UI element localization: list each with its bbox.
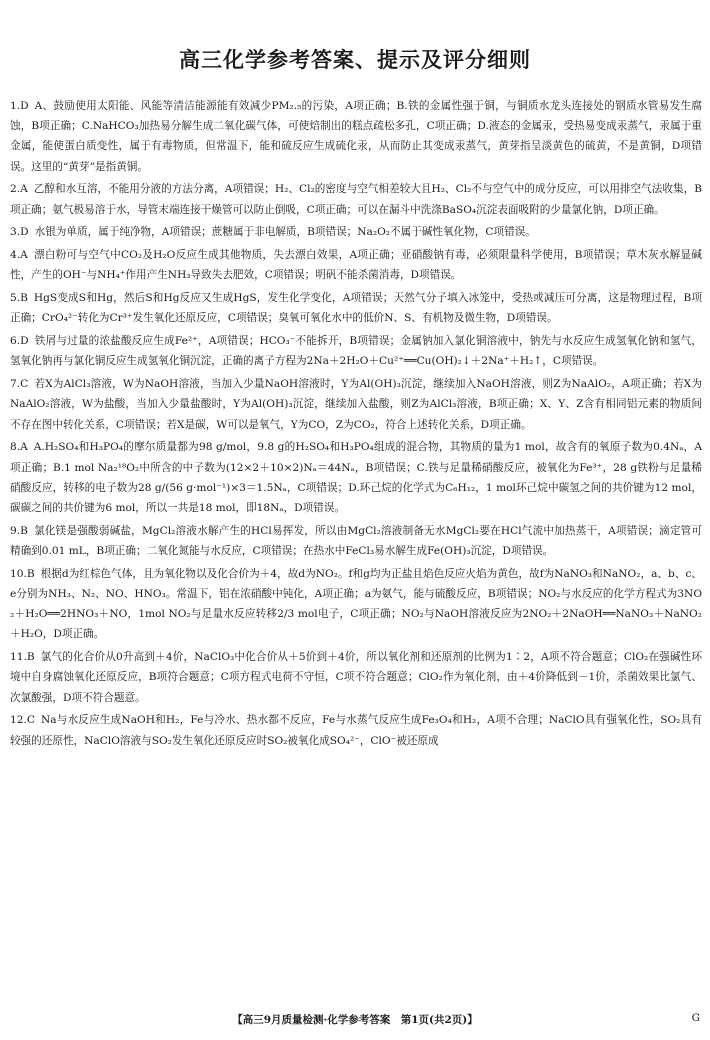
item-answer: A [20, 183, 28, 196]
item-number: 4. [10, 249, 21, 262]
item-answer: D [20, 226, 29, 239]
answer-item [10, 564, 702, 645]
item-answer: A [20, 249, 28, 262]
item-number: 7. [10, 378, 21, 391]
answer-item [10, 331, 702, 371]
answer-item [10, 288, 702, 328]
page-footer [0, 1012, 710, 1032]
item-explanation: 氯化镁是强酸弱碱盐，MgCl₂溶液水解产生的HCl易挥发，所以由MgCl₂溶液制备无水MgCl₂要在HCl气流中加热蒸干，A项错误；滴定管可精确到0.01 mL，B项正确；二氧化氮能与水反应，C项错误；在热水中FeCl₃易水解生成Fe(OH)₃沉淀，D项错误。 [10, 524, 702, 558]
item-number: 9. [10, 524, 21, 537]
item-number: 5. [10, 292, 21, 305]
item-explanation: Na与水反应生成NaOH和H₂，Fe与冷水、热水都不反应，Fe与水蒸气反应生成Fe₃O₄和H₂，A项不合理；NaClO具有强氧化性，SO₂具有较强的还原性，NaClO溶液与SO₂发生氧化还原反应时SO₂被氧化成SO₄²⁻，ClO⁻被还原成 [10, 714, 702, 747]
item-answer: B [20, 292, 28, 305]
item-answer: A [20, 441, 28, 454]
item-number: 11. [10, 651, 27, 664]
item-number: 1. [10, 100, 21, 112]
item-answer: D [20, 100, 29, 112]
page-title: 高三化学参考答案、提示及评分细则 [179, 48, 531, 72]
item-explanation: 乙醇和水互溶，不能用分液的方法分离，A项错误；H₂、Cl₂的密度与空气相差较大且H₂、Cl₂不与空气中的成分反应，可以用排空气法收集，B项正确；氨气极易溶于水，导管末端连接干燥管可以防止倒吸，C项正确；可以在漏斗中洗涤BaSO₄沉淀表面吸附的少量氯化钠，D项正确。 [10, 183, 702, 216]
footer-text: 【高三9月质量检测·化学参考答案 第1页(共2页)】 [232, 1014, 478, 1026]
item-explanation: 漂白粉可与空气中CO₂及H₂O反应生成其他物质，失去漂白效果，A项正确；亚硝酸钠有毒，必须限量科学使用，B项错误；草木灰水解显碱性，产生的OH⁻与NH₄⁺作用产生NH₃导致失去肥效，C项错误；明矾不能杀菌消毒，D项错误。 [10, 249, 702, 282]
item-answer: C [20, 378, 29, 391]
item-explanation: A、鼓励使用太阳能、风能等清洁能源能有效减少PM₂.₅的污染，A项正确；B.铁的金属性强于铜，与铜质水龙头连接处的钢质水管易发生腐蚀，B项正确；C.NaHCO₃加热易分解生成二氧化碳气体，可使焙制出的糕点疏松多孔，C项正确；D.液态的金属汞，受热易变成汞蒸气，汞属于重金属，能使蛋白质变性，属于有毒物质，但常温下，能和硫反应生成硫化汞，从而防止其变成汞蒸气，黄芽指呈淡黄色的硫黄，不是黄铜，D项错误。这里的“黄芽”是指黄铜。 [10, 100, 702, 173]
item-explanation: 根据d为红棕色气体，且为氧化物以及化合价为＋4，故d为NO₂。f和g均为正盐且焰色反应火焰为黄色，故f为NaNO₃和NaNO₂，a、b、c、e分别为NH₃、N₂、NO、HNO₃。常温下，铝在浓硝酸中钝化，A项正确；a为氨气，能与硫酸反应，B项错误；NO₂与水反应的化学方程式为3NO₂＋H₂O══2HNO₃＋NO，1mol NO₂与足量水反应转移2/3 mol电子，C项正确；NO₂与NaOH溶液反应为2NO₂＋2NaOH══NaNO₃＋NaNO₂＋H₂O，D项正确。 [10, 567, 702, 641]
item-explanation: 氯气的化合价从0升高到＋4价，NaClO₃中化合价从＋5价到＋4价，所以氧化剂和还原剂的比例为1∶2，A项不符合题意；ClO₂在强碱性环境中自身腐蚀氧化还原反应，B项符合题意；C项方程式电荷不守恒，C项不符合题意；ClO₂作为氧化剂，由＋4价降低到－1价，杀菌效果比氯气、次氯酸强，D项不符合题意。 [10, 651, 702, 704]
answer-item [10, 245, 702, 285]
item-answer: B [26, 651, 35, 664]
answer-item [10, 179, 702, 219]
item-answer: B [26, 567, 35, 580]
answer-item [10, 222, 702, 242]
answer-item [10, 521, 702, 561]
item-explanation: 水银为单质，属于纯净物，A项错误；蔗糖属于非电解质，B项错误；Na₂O₂不属于碱性氧化物，C项错误。 [34, 226, 536, 239]
item-number: 12. [10, 714, 27, 727]
answer-item [10, 374, 702, 435]
item-number: 2. [10, 183, 21, 196]
item-number: 6. [10, 335, 21, 348]
item-explanation: A.H₂SO₄和H₃PO₄的摩尔质量都为98 g/mol，9.8 g的H₂SO₄和H₃PO₄组成的混合物，其物质的量为1 mol，故含有的氧原子数为0.4Nₐ，A项正确；B.1 mol Na₂¹⁸O₂中所含的中子数为(12×2＋10×2)Nₐ＝44Nₐ，B项错误；C.铁与足量稀硝酸反应，被氧化为Fe³⁺，28 g铁粉与足量稀硝酸反应，转移的电子数为28 g/(56 g·mol⁻¹)×3＝1.5Nₐ，C项错误；D.环己烷的化学式为C₆H₁₂，1 mol环己烷中碳氢之间的共价键为12 mol，碳碳之间的共价键为6 mol，所以一共是18 mol，即18Nₐ，D项错误。 [10, 441, 702, 515]
answer-item [10, 437, 702, 518]
answer-item [10, 96, 702, 177]
version-code: G [691, 1012, 700, 1024]
answer-list [10, 96, 702, 753]
item-explanation: 铁屑与过量的浓盐酸反应生成Fe²⁺，A项错误；HCO₃⁻不能拆开，B项错误；金属钠加入氯化铜溶液中，钠先与水反应生成氢氧化钠和氢气，氢氧化钠再与氯化铜反应生成氢氧化铜沉淀，正确的离子方程为2Na＋2H₂O＋Cu²⁺══Cu(OH)₂↓＋2Na⁺＋H₂↑，C项错误。 [10, 335, 702, 368]
item-answer: C [26, 714, 35, 727]
item-explanation: HgS变成S和Hg，然后S和Hg反应又生成HgS，发生化学变化，A项错误；天然气分子填入冰笼中，受热或减压可分离，这是物理过程，B项正确；CrO₄²⁻转化为Cr³⁺发生氧化还原反应，C项错误；臭氧可氧化水中的低价N、S、有机物及微生物，D项错误。 [10, 292, 702, 325]
item-number: 8. [10, 441, 21, 454]
item-explanation: 若X为AlCl₃溶液，W为NaOH溶液，当加入少量NaOH溶液时，Y为Al(OH)₃沉淀，继续加入NaOH溶液，则Z为NaAlO₂，A项正确；若X为NaAlO₂溶液，W为盐酸，当加入少量盐酸时，Y为Al(OH)₃沉淀，继续加入盐酸，则Z为AlCl₃溶液，B项正确；X、Y、Z含有相同铝元素的物质间不存在图中转化关系，C项错误；若X是碳，W可以是氧气，Y为CO，Z为CO₂，符合上述转化关系，D项正确。 [10, 378, 702, 431]
item-number: 10. [10, 567, 27, 580]
answer-item [10, 710, 702, 750]
item-answer: B [20, 524, 28, 537]
item-answer: D [20, 335, 29, 348]
item-number: 3. [10, 226, 21, 239]
answer-item [10, 647, 702, 708]
